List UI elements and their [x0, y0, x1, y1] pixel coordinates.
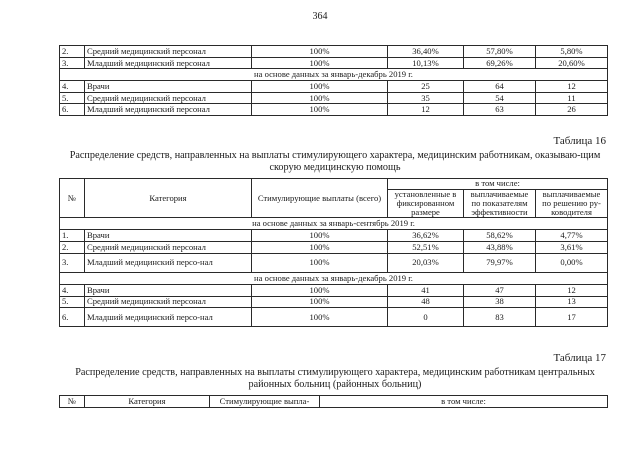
- row-manager: 26: [536, 104, 608, 116]
- row-manager: 5,80%: [536, 46, 608, 58]
- header-total: Стимулирующие выпла-: [210, 396, 320, 408]
- table-row: [60, 296, 608, 308]
- section-row: [60, 218, 608, 230]
- table-16: [59, 178, 608, 327]
- row-category: Младший медицинский персонал: [85, 104, 252, 116]
- row-efficiency: 43,88%: [464, 241, 536, 253]
- page-number: 364: [312, 11, 328, 22]
- row-efficiency: 58,62%: [464, 229, 536, 241]
- row-number: 3.: [60, 57, 85, 69]
- table-row: [60, 284, 608, 296]
- table-header-row: [60, 396, 608, 408]
- row-category: Средний медицинский персонал: [85, 92, 252, 104]
- header-num: №: [60, 396, 85, 408]
- header-fixed: установленные в фиксированном размере: [388, 190, 464, 218]
- header-category: Категория: [85, 179, 252, 218]
- table-row: [60, 253, 608, 272]
- header-total: Стимулирующие выплаты (всего): [252, 179, 388, 218]
- table-17-title: Распределение средств, направленных на выплаты стимулирующего характера, медицинским работникам центральных районных больниц (районных больниц): [75, 367, 595, 391]
- row-number: 6.: [60, 104, 85, 116]
- row-total: 100%: [252, 308, 388, 327]
- row-category: Средний медицинский персонал: [85, 46, 252, 58]
- row-number: 3.: [60, 253, 85, 272]
- header-efficiency: выплачиваемые по показателям эффективности: [464, 190, 536, 218]
- row-fixed: 36,40%: [388, 46, 464, 58]
- row-total: 100%: [252, 57, 388, 69]
- row-fixed: 12: [388, 104, 464, 116]
- header-category: Категория: [85, 396, 210, 408]
- table-row: [60, 46, 608, 58]
- row-total: 100%: [252, 284, 388, 296]
- row-number: 2.: [60, 241, 85, 253]
- table-16-title: Распределение средств, направленных на выплаты стимулирующего характера, медицинским работникам, оказываю-щим скорую медицинскую помощь: [69, 150, 601, 174]
- row-total: 100%: [252, 229, 388, 241]
- table-row: [60, 308, 608, 327]
- row-number: 5.: [60, 296, 85, 308]
- row-fixed: 0: [388, 308, 464, 327]
- section-row: [60, 272, 608, 284]
- row-efficiency: 83: [464, 308, 536, 327]
- row-category: Младший медицинский персонал: [85, 57, 252, 69]
- header-including: в том числе:: [388, 179, 608, 190]
- row-efficiency: 63: [464, 104, 536, 116]
- row-category: Средний медицинский персонал: [85, 296, 252, 308]
- row-manager: 3,61%: [536, 241, 608, 253]
- table-row: [60, 81, 608, 93]
- row-total: 100%: [252, 81, 388, 93]
- row-efficiency: 38: [464, 296, 536, 308]
- row-total: 100%: [252, 253, 388, 272]
- row-efficiency: 47: [464, 284, 536, 296]
- row-manager: 4,77%: [536, 229, 608, 241]
- row-category: Врачи: [85, 229, 252, 241]
- row-total: 100%: [252, 241, 388, 253]
- row-efficiency: 64: [464, 81, 536, 93]
- section-row: [60, 69, 608, 81]
- row-category: Младший медицинский персо-нал: [85, 253, 252, 272]
- row-efficiency: 57,80%: [464, 46, 536, 58]
- section-label: на основе данных за январь-декабрь 2019 г.: [60, 69, 608, 81]
- row-number: 4.: [60, 284, 85, 296]
- row-number: 1.: [60, 229, 85, 241]
- row-manager: 13: [536, 296, 608, 308]
- row-fixed: 52,51%: [388, 241, 464, 253]
- section-label: на основе данных за январь-декабрь 2019 г.: [60, 272, 608, 284]
- table-row: [60, 241, 608, 253]
- row-fixed: 25: [388, 81, 464, 93]
- row-total: 100%: [252, 296, 388, 308]
- row-category: Средний медицинский персонал: [85, 241, 252, 253]
- header-manager: выплачиваемые по решению ру-ководителя: [536, 190, 608, 218]
- table-17-label: Таблица 17: [553, 352, 606, 364]
- table-header-row: [60, 179, 608, 190]
- row-efficiency: 79,97%: [464, 253, 536, 272]
- header-num: №: [60, 179, 85, 218]
- table-row: [60, 229, 608, 241]
- row-manager: 17: [536, 308, 608, 327]
- row-number: 6.: [60, 308, 85, 327]
- table-row: [60, 57, 608, 69]
- row-fixed: 10,13%: [388, 57, 464, 69]
- row-efficiency: 54: [464, 92, 536, 104]
- row-manager: 0,00%: [536, 253, 608, 272]
- section-label: на основе данных за январь-сентябрь 2019 г.: [60, 218, 608, 230]
- table-16-label: Таблица 16: [553, 135, 606, 147]
- row-total: 100%: [252, 46, 388, 58]
- row-manager: 12: [536, 284, 608, 296]
- row-category: Врачи: [85, 284, 252, 296]
- table-17: [59, 395, 608, 408]
- row-fixed: 20,03%: [388, 253, 464, 272]
- table-row: [60, 104, 608, 116]
- row-fixed: 36,62%: [388, 229, 464, 241]
- row-fixed: 48: [388, 296, 464, 308]
- row-fixed: 35: [388, 92, 464, 104]
- row-fixed: 41: [388, 284, 464, 296]
- row-number: 4.: [60, 81, 85, 93]
- row-efficiency: 69,26%: [464, 57, 536, 69]
- header-including: в том числе:: [320, 396, 608, 408]
- row-manager: 11: [536, 92, 608, 104]
- row-category: Младший медицинский персо-нал: [85, 308, 252, 327]
- row-category: Врачи: [85, 81, 252, 93]
- row-manager: 20,60%: [536, 57, 608, 69]
- table-15-continuation: [59, 45, 608, 116]
- row-number: 5.: [60, 92, 85, 104]
- row-manager: 12: [536, 81, 608, 93]
- row-total: 100%: [252, 92, 388, 104]
- row-total: 100%: [252, 104, 388, 116]
- row-number: 2.: [60, 46, 85, 58]
- table-row: [60, 92, 608, 104]
